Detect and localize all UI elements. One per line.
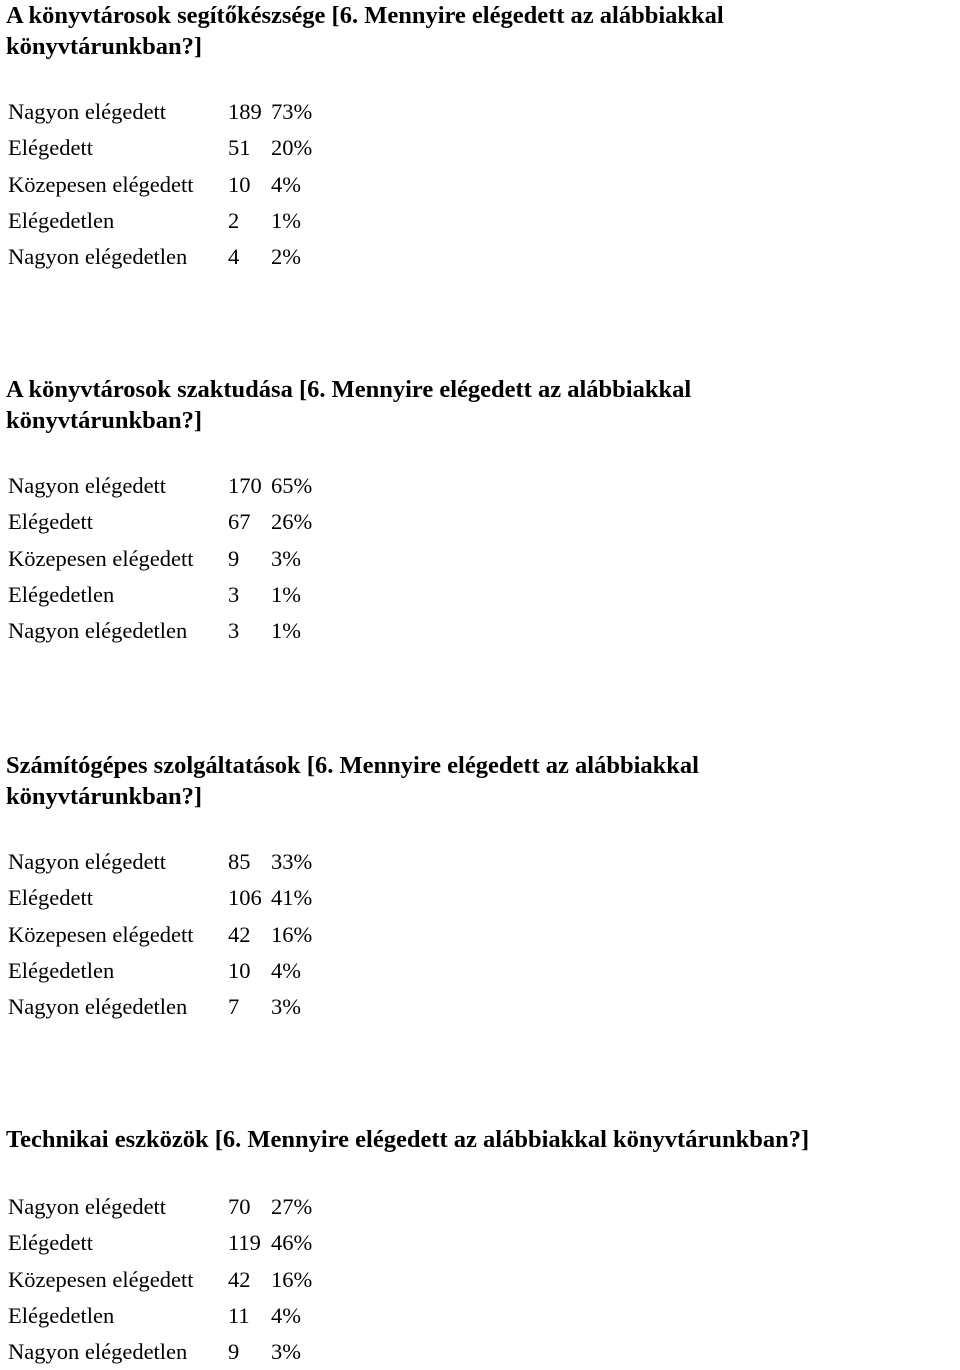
row-count: 170 [228, 473, 262, 498]
table-row [8, 989, 331, 1025]
row-label: Elégedett [8, 885, 93, 911]
row-count: 9 [228, 1339, 240, 1365]
row-percent: 1% [271, 618, 301, 644]
row-percent: 3% [271, 994, 301, 1020]
row-percent: 27% [271, 1194, 313, 1219]
row-percent: 4% [271, 171, 301, 197]
table-row [8, 613, 331, 649]
row-percent: 4% [271, 1302, 301, 1328]
row-count: 106 [228, 885, 262, 911]
table-row [8, 203, 331, 239]
row-count: 42 [228, 1266, 251, 1292]
row-label: Nagyon elégedett [8, 99, 167, 124]
section-title: Technikai eszközök [6. Mennyire elégedett az alábbiakkal könyvtárunkban?] [6, 1126, 810, 1153]
section-segitokeszseg [6, 0, 956, 275]
stats-table [8, 844, 331, 1025]
row-label: Közepesen elégedett [8, 921, 194, 947]
row-label: Közepesen elégedett [8, 171, 194, 197]
row-percent: 33% [271, 849, 313, 874]
row-percent: 46% [271, 1230, 313, 1256]
row-count: 2 [228, 207, 240, 233]
row-percent: 1% [271, 581, 301, 607]
row-count: 70 [228, 1194, 251, 1219]
row-label: Közepesen elégedett [8, 545, 194, 571]
row-percent: 2% [271, 244, 301, 270]
table-row [8, 1225, 331, 1261]
row-count: 3 [228, 618, 240, 644]
row-percent: 20% [271, 135, 313, 161]
section-szaktudas [6, 374, 956, 649]
row-percent: 41% [271, 885, 313, 911]
row-label: Közepesen elégedett [8, 1266, 194, 1292]
row-count: 11 [228, 1302, 250, 1328]
row-label: Elégedetlen [8, 957, 115, 983]
section-title: A könyvtárosok segítőkészsége [6. Mennyire elégedett az alábbiakkal könyvtárunkban?] [6, 2, 724, 60]
row-label: Nagyon elégedetlen [8, 244, 188, 270]
row-percent: 16% [271, 921, 313, 947]
row-label: Elégedetlen [8, 1302, 115, 1328]
row-count: 10 [228, 957, 251, 983]
row-percent: 73% [271, 99, 313, 124]
table-row [8, 468, 331, 504]
row-percent: 1% [271, 207, 301, 233]
row-count: 10 [228, 171, 251, 197]
section-szamitogepes [6, 750, 956, 1025]
row-label: Elégedetlen [8, 581, 115, 607]
table-row [8, 167, 331, 203]
row-label: Nagyon elégedett [8, 849, 167, 874]
row-count: 51 [228, 135, 251, 161]
stats-table [8, 94, 331, 275]
row-label: Elégedett [8, 135, 93, 161]
table-row [8, 1334, 331, 1370]
table-row [8, 130, 331, 166]
row-count: 189 [228, 99, 262, 124]
section-technikai [6, 1124, 956, 1370]
table-row [8, 577, 331, 613]
section-title: Számítógépes szolgáltatások [6. Mennyire elégedett az alábbiakkal könyvtárunkban?] [6, 752, 699, 810]
row-percent: 3% [271, 545, 301, 571]
row-label: Elégedett [8, 1230, 93, 1256]
row-count: 4 [228, 244, 240, 270]
row-count: 67 [228, 509, 251, 535]
row-percent: 4% [271, 957, 301, 983]
stats-table [8, 468, 331, 649]
row-percent: 65% [271, 473, 313, 498]
table-row [8, 880, 331, 916]
row-label: Nagyon elégedetlen [8, 994, 188, 1020]
row-label: Elégedetlen [8, 207, 115, 233]
row-count: 119 [228, 1230, 261, 1256]
table-row [8, 953, 331, 989]
row-percent: 26% [271, 509, 313, 535]
row-percent: 16% [271, 1266, 313, 1292]
table-row [8, 239, 331, 275]
row-count: 9 [228, 545, 240, 571]
table-row [8, 94, 331, 130]
table-row [8, 844, 331, 880]
row-count: 85 [228, 849, 251, 874]
section-title: A könyvtárosok szaktudása [6. Mennyire elégedett az alábbiakkal könyvtárunkban?] [6, 376, 692, 434]
table-row [8, 541, 331, 577]
table-row [8, 1298, 331, 1334]
row-label: Nagyon elégedetlen [8, 618, 188, 644]
table-row [8, 504, 331, 540]
row-percent: 3% [271, 1339, 301, 1365]
row-count: 7 [228, 994, 240, 1020]
row-label: Nagyon elégedetlen [8, 1339, 188, 1365]
table-row [8, 1189, 331, 1225]
row-label: Elégedett [8, 509, 93, 535]
stats-table [8, 1189, 331, 1370]
row-label: Nagyon elégedett [8, 473, 167, 498]
table-row [8, 1262, 331, 1298]
row-count: 3 [228, 581, 240, 607]
row-count: 42 [228, 921, 251, 947]
table-row [8, 917, 331, 953]
row-label: Nagyon elégedett [8, 1194, 167, 1219]
